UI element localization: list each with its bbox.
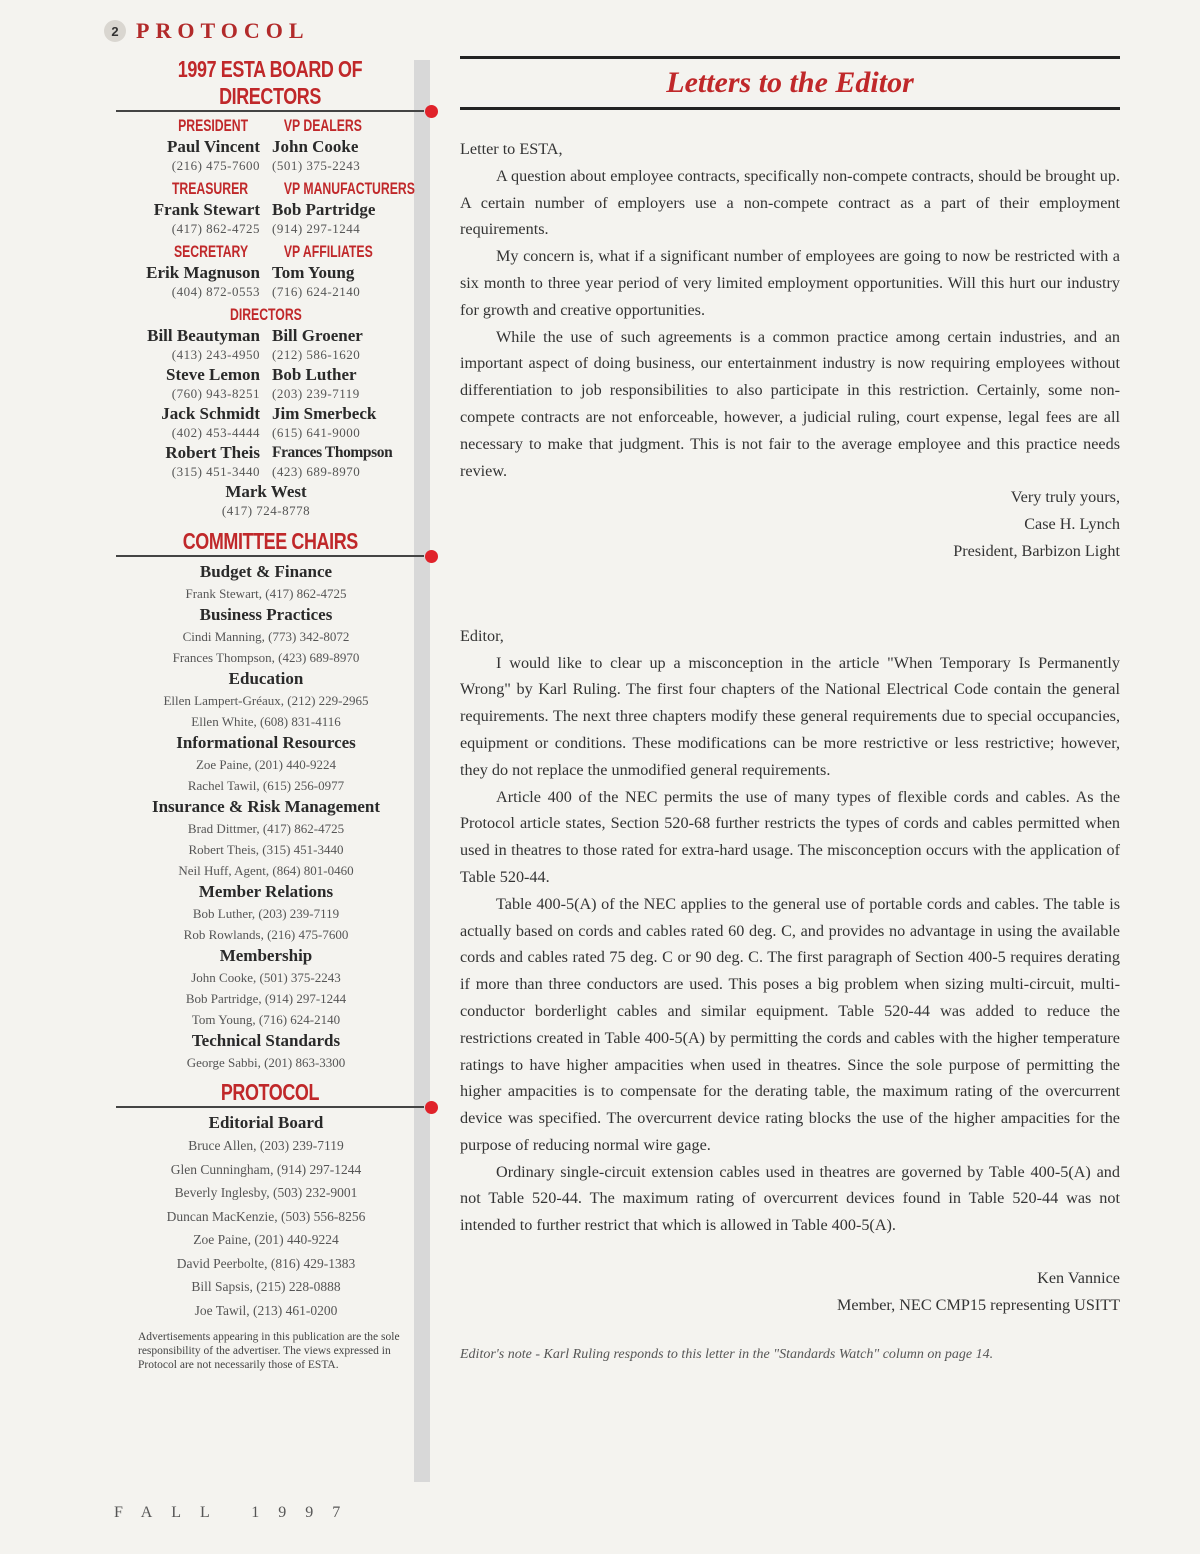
officer-block [108,179,424,238]
role-label: VP MANUFACTURERS [283,179,415,198]
bullet-dot-icon [425,1101,438,1114]
editorial-member: Bruce Allen, (203) 239-7119 [188,1138,344,1153]
role-label: TREASURER [171,179,249,198]
publication-title: PROTOCOL [136,18,310,43]
letter-signer-title: Member, NEC CMP15 representing USITT [836,1295,1120,1314]
committee-member: George Sabbi, (201) 863-3300 [186,1055,346,1070]
committees-heading: COMMITTEE CHAIRS [116,528,424,557]
letter-paragraph: A question about employee contracts, specifically non-compete contracts, should be brought up. A certain number of employers use a non-compete contract as a part of their employment requirements. [460,166,1120,239]
director-name: Robert Theis [165,443,260,462]
role-label: VP DEALERS [283,116,362,135]
letters-title-bar [460,56,1120,110]
protocol-heading: PROTOCOL [116,1079,424,1108]
officer-name: John Cooke [272,137,359,156]
letter-signer: Ken Vannice [1037,1269,1120,1288]
letter-paragraph: My concern is, what if a significant number of employees are going to now be restricted with a six month to three year period of very limited employment opportunities. Will this hurt our industry for growth and creative opportunities. [460,247,1120,319]
committee-member: Ellen Lampert-Gréaux, (212) 229-2965 [163,693,369,708]
director-name: Bill Groener [272,326,363,345]
committee-entry [108,732,424,796]
sidebar [108,56,424,1372]
letter-two [460,623,1120,1319]
committee-name: Education [228,669,304,688]
committee-member: Ellen White, (608) 831-4116 [191,714,341,729]
director-phone: (413) 243-4950 [171,347,260,362]
page-header [104,16,310,46]
director-row [108,442,424,481]
committee-member: Rachel Tawil, (615) 256-0977 [187,778,345,793]
editorial-board-title: Editorial Board [208,1113,324,1132]
director-name: Bob Luther [272,365,357,384]
director-name: Mark West [225,482,307,501]
committee-entry [108,945,424,1030]
editorial-member: Zoe Paine, (201) 440-9224 [193,1232,339,1247]
letter-paragraph: Article 400 of the NEC permits the use of many types of flexible cords and cables. As the Protocol article states, Section 520-68 further restricts the types of cords and cables permitted when used in theatres to those rated for extra-hard usage. The misconception occurs with the application of Table 520-44. [460,787,1120,886]
committee-member: Robert Theis, (315) 451-3440 [188,842,344,857]
committee-entry [108,1030,424,1073]
editors-note: Editor's note - Karl Ruling responds to this letter in the "Standards Watch" column on page 14. [460,1346,994,1362]
letter-signer: Case H. Lynch [1024,515,1120,534]
director-phone: (423) 689-8970 [272,464,361,479]
director-name: Steve Lemon [166,365,260,384]
committee-member: Brad Dittmer, (417) 862-4725 [187,821,345,836]
committee-member: Frank Stewart, (417) 862-4725 [185,586,347,601]
letter-one [460,136,1120,565]
committee-entry [108,561,424,604]
director-phone: (417) 724-8778 [221,503,311,518]
officer-name: Erik Magnuson [146,263,260,282]
committee-entry [108,796,424,881]
committee-member: Bob Luther, (203) 239-7119 [192,906,340,921]
director-name: Jack Schmidt [161,404,260,423]
editorial-member: Joe Tawil, (213) 461-0200 [194,1302,338,1318]
committee-entry [108,881,424,945]
committee-name: Informational Resources [176,733,356,752]
letter-paragraph: While the use of such agreements is a common practice among certain industries, and an important aspect of doing business, our entertainment industry is now requiring employees without differentiation to job responsibilities to also participate in this restriction. Certainly, some non-compete contracts are not enforceable, however, a judicial ruling, court expense, legal fees are all necessary to make that judgment. This is not fair to the average employee and this practice needs review. [460,327,1120,480]
editorial-member: Duncan MacKenzie, (503) 556-8256 [166,1208,366,1224]
officer-block [108,242,424,301]
letter-closing: Very truly yours, [1010,488,1120,507]
committee-name: Membership [219,946,313,965]
letter-paragraph: Table 400-5(A) of the NEC applies to the general use of portable cords and cables. The table is actually based on cords and cables rated 60 deg. C, and provides no advantage in using the available cords and cables rated 75 deg. C or 90 deg. C. The first paragraph of Section 400-5 requires derating if more than three conductors are used. This poses a big problem when sizing multi-circuit, multi-conductor borderlight cables and similar equipment. Table 520-44 was added to reduce the restrictions created in Table 400-5(A) by permitting the cords and cables with the higher temperature ratings to have higher ampacities when used in theatres. Since the sole purpose of permitting the higher ampacities is to compensate for the derating table, the maximum rating of the overcurrent device was specified. The overcurrent device rating blocks the use of the higher ampacities for the purpose of reducing normal wire gage. [460,894,1120,1154]
board-heading: 1997 ESTA BOARD OF DIRECTORS [116,56,424,112]
letter-paragraph: I would like to clear up a misconception in the article "When Temporary Is Permanently Wrong" by Karl Ruling. The first four chapters of the National Electrical Code contain the general requirements. The next three chapters modify these general requirements due to special occupancies, equipment or conditions. These modifications can be more restrictive or less restrictive; however, they do not replace the unmodified general requirements. [460,653,1120,779]
director-phone: (203) 239-7119 [272,386,360,401]
editorial-member: Glen Cunningham, (914) 297-1244 [170,1161,362,1177]
officer-phone: (404) 872-0553 [171,284,260,299]
committee-member: Bob Partridge, (914) 297-1244 [185,991,347,1006]
officer-phone: (501) 375-2243 [272,158,361,173]
bullet-dot-icon [425,105,438,118]
disclaimer: Advertisements appearing in this publication are the sole responsibility of the advertiser. The views expressed in Protocol are not necessarily those of ESTA. [138,1331,400,1371]
issue-footer: FALL 1997 [114,1504,360,1521]
director-name: Bill Beautyman [147,326,260,345]
committee-member: Frances Thompson, (423) 689-8970 [172,650,360,665]
officer-name: Bob Partridge [272,200,376,219]
role-label: SECRETARY [173,242,249,261]
committee-member: Zoe Paine, (201) 440-9224 [195,757,337,772]
letters-title: Letters to the Editor [666,66,914,99]
bullet-dot-icon [425,550,438,563]
editorial-member: Bill Sapsis, (215) 228-0888 [191,1279,341,1294]
officer-phone: (716) 624-2140 [272,284,361,299]
director-row [108,403,424,442]
committee-name: Business Practices [199,605,333,624]
officer-name: Paul Vincent [166,137,260,156]
officer-name: Tom Young [272,263,355,282]
officer-phone: (914) 297-1244 [272,221,361,236]
editorial-board [108,1112,424,1322]
director-phone: (615) 641-9000 [272,425,361,440]
officer-name: Frank Stewart [153,200,260,219]
director-phone: (760) 943-8251 [171,386,260,401]
editorial-member: David Peerbolte, (816) 429-1383 [176,1255,356,1271]
letters-section [460,56,1120,1363]
director-name: Frances Thompson [272,444,393,461]
committee-name: Budget & Finance [199,562,333,581]
committee-member: John Cooke, (501) 375-2243 [191,970,341,985]
officer-phone: (417) 862-4725 [171,221,260,236]
committee-entry [108,668,424,732]
director-phone: (212) 586-1620 [272,347,361,362]
committee-list [108,561,424,1073]
committee-name: Member Relations [198,882,334,901]
committee-member: Cindi Manning, (773) 342-8072 [182,629,350,644]
officer-block [108,116,424,175]
director-phone: (402) 453-4444 [171,425,260,440]
letter-salutation: Editor, [460,626,504,645]
director-phone: (315) 451-3440 [171,464,260,479]
director-single [108,481,424,520]
committee-entry [108,604,424,668]
letter-paragraph: Ordinary single-circuit extension cables used in theatres are governed by Table 400-5(A) and not Table 520-44. The maximum rating of overcurrent devices found in Table 520-44 was not intended to further restrict that which is allowed in Table 400-5(A). [460,1162,1120,1235]
directors-label: DIRECTORS [230,305,302,324]
officer-phone: (216) 475-7600 [171,158,260,173]
director-row [108,325,424,364]
role-label: PRESIDENT [178,116,249,135]
page-number: 2 [104,20,126,42]
committee-member: Tom Young, (716) 624-2140 [191,1012,341,1027]
editorial-member: Beverly Inglesby, (503) 232-9001 [174,1185,358,1200]
director-name: Jim Smerbeck [272,404,377,423]
role-label: VP AFFILIATES [283,242,373,261]
committee-member: Rob Rowlands, (216) 475-7600 [183,927,349,942]
letter-salutation: Letter to ESTA, [460,140,563,158]
director-row [108,364,424,403]
committee-name: Technical Standards [191,1031,341,1050]
committee-name: Insurance & Risk Management [151,797,381,816]
committee-member: Neil Huff, Agent, (864) 801-0460 [178,863,354,878]
letter-signer-title: President, Barbizon Light [953,541,1120,560]
